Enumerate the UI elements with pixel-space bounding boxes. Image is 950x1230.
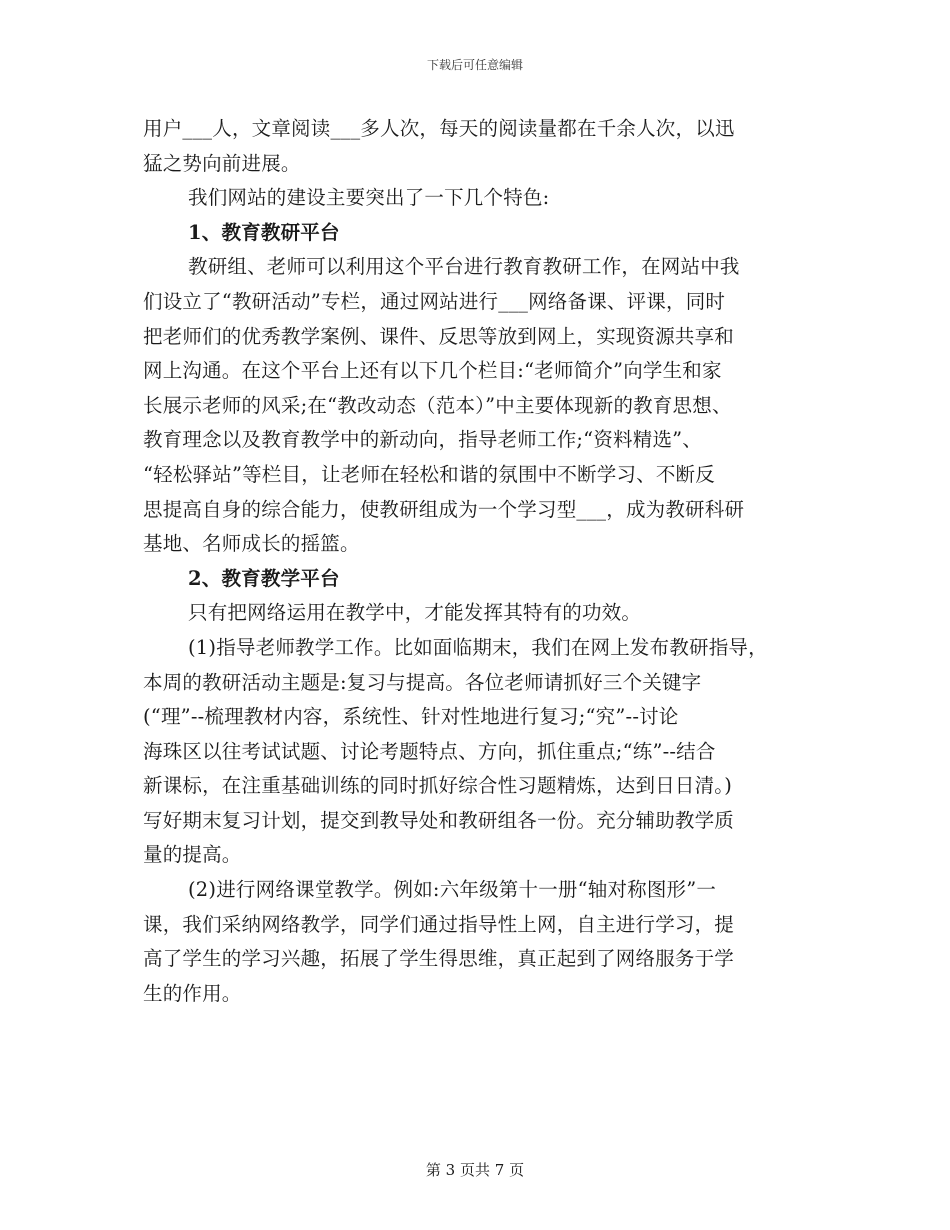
body-line: 课，我们采纳网络教学，同学们通过指导性上网，自主进行学习，提 (143, 912, 735, 936)
body-line: 只有把网络运用在教学中，才能发挥其特有的功效。 (188, 601, 642, 625)
body-line: 写好期末复习计划，提交到教导处和教研组各一份。充分辅助教学质 (143, 808, 735, 832)
page-header-note: 下载后可任意编辑 (426, 58, 523, 72)
body-line: (2)进行网络课堂教学。例如:六年级第十一册“轴对称图形”一 (188, 878, 717, 902)
body-line: 们设立了“教研活动”专栏，通过网站进行___网络备课、评课，同时 (143, 289, 726, 313)
section-heading-1: 1、教育教研平台 (188, 220, 340, 244)
body-line: 思提高自身的综合能力，使教研组成为一个学习型___，成为教研科研 (143, 497, 745, 521)
body-line: 猛之势向前进展。 (143, 151, 301, 175)
document-body (143, 112, 823, 1011)
body-line: (1)指导老师教学工作。比如面临期末，我们在网上发布教研指导， (188, 635, 768, 659)
body-line: 高了学生的学习兴趣，拓展了学生得思维，真正起到了网络服务于学 (143, 947, 735, 971)
section-heading-2: 2、教育教学平台 (188, 566, 340, 590)
body-line: 本周的教研活动主题是:复习与提高。各位老师请抓好三个关键字 (143, 670, 702, 694)
body-line: 长展示老师的风采;在“教改动态（范本）”中主要体现新的教育思想、 (143, 393, 732, 417)
body-line: 基地、名师成长的摇篮。 (143, 532, 360, 556)
body-line: 海珠区以往考试试题、讨论考题特点、方向，抓住重点;“练”--结合 (143, 739, 716, 763)
body-line: 新课标，在注重基础训练的同时抓好综合性习题精炼，达到日日清。) (143, 774, 733, 798)
body-line: 用户___人，文章阅读___多人次，每天的阅读量都在千余人次，以迅 (143, 117, 735, 140)
body-line: 我们网站的建设主要突出了一下几个特色: (188, 186, 550, 210)
body-line: “轻松驿站”等栏目，让老师在轻松和谐的氛围中不断学习、不断反 (143, 462, 715, 486)
body-line: 把老师们的优秀教学案例、课件、反思等放到网上，实现资源共享和 (143, 324, 735, 348)
body-line: (“理”--梳理教材内容，系统性、针对性地进行复习;“究”--讨论 (143, 705, 679, 729)
body-line: 生的作用。 (143, 981, 242, 1005)
body-line: 网上沟通。在这个平台上还有以下几个栏目:“老师简介”向学生和家 (143, 359, 722, 383)
body-line: 教研组、老师可以利用这个平台进行教育教研工作，在网站中我 (188, 255, 740, 279)
body-line: 量的提高。 (143, 843, 242, 867)
page-footer-number: 第 3 页共 7 页 (425, 1161, 525, 1179)
body-line: 教育理念以及教育教学中的新动向，指导老师工作;“资料精选”、 (143, 428, 703, 452)
